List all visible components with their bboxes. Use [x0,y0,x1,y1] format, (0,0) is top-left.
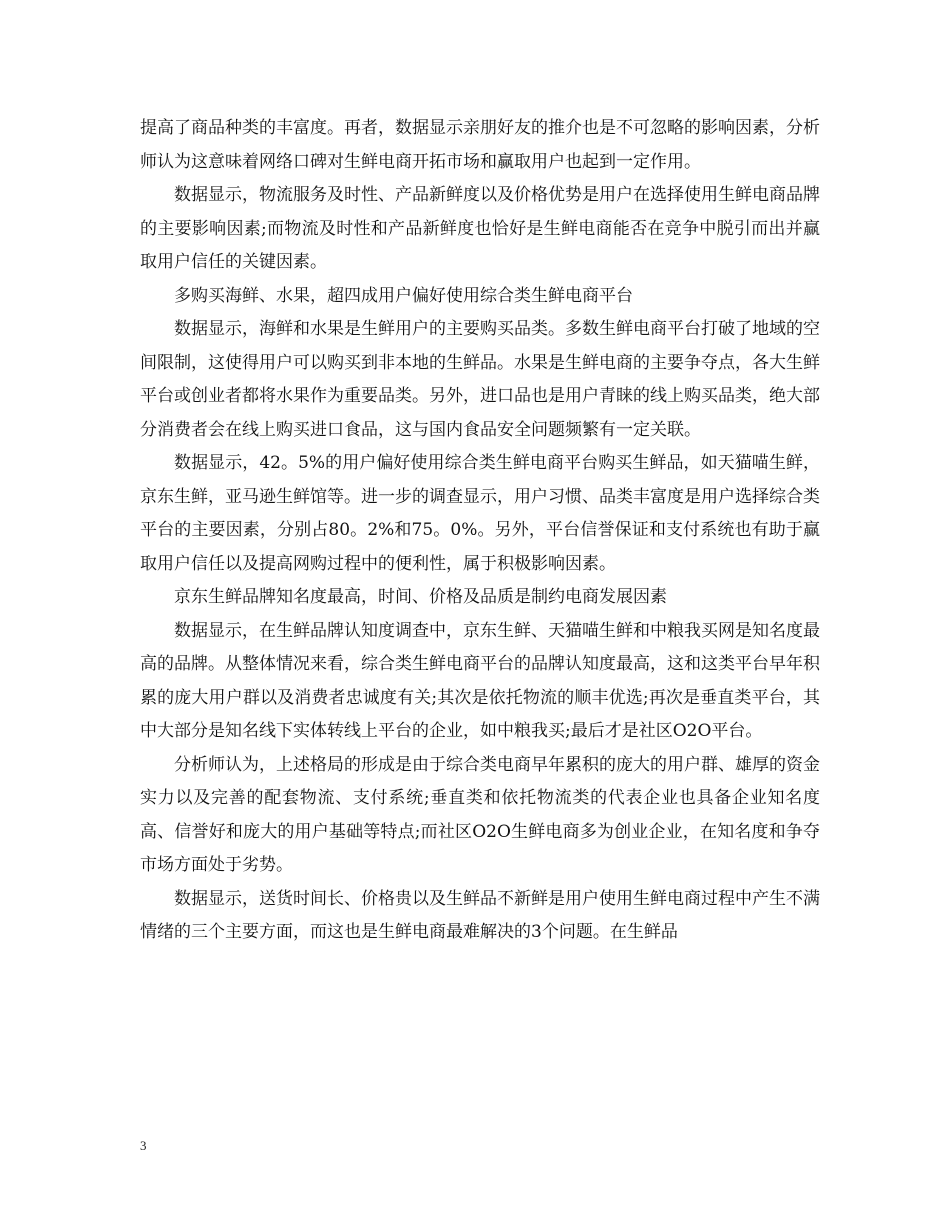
body-text [140,112,820,950]
paragraph-continuation: 提高了商品种类的丰富度。再者，数据显示亲朋好友的推介也是不可忽略的影响因素，分析师认为这意味着网络口碑对生鲜电商开拓市场和赢取用户也起到一定作用。 [140,118,820,172]
paragraph: 数据显示，42。5%的用户偏好使用综合类生鲜电商平台购买生鲜品，如天猫喵生鲜，京东生鲜，亚马逊生鲜馆等。进一步的调查显示，用户习惯、品类丰富度是用户选择综合类平台的主要因素，分别占80。2%和75。0%。另外，平台信誉保证和支付系统也有助于赢取用户信任以及提高网购过程中的便利性，属于积极影响因素。 [140,453,820,574]
paragraph: 数据显示，送货时间长、价格贵以及生鲜品不新鲜是用户使用生鲜电商过程中产生不满情绪的三个主要方面，而这也是生鲜电商最难解决的3个问题。在生鲜品 [140,888,820,942]
paragraph: 数据显示，海鲜和水果是生鲜用户的主要购买品类。多数生鲜电商平台打破了地域的空间限制，这使得用户可以购买到非本地的生鲜品。水果是生鲜电商的主要争夺点，各大生鲜平台或创业者都将水果作为重要品类。另外，进口品也是用户青睐的线上购买品类，绝大部分消费者会在线上购买进口食品，这与国内食品安全问题频繁有一定关联。 [140,319,820,440]
section-heading: 京东生鲜品牌知名度最高，时间、价格及品质是制约电商发展因素 [174,587,667,607]
page-number: 3 [140,1138,147,1153]
section-heading: 多购买海鲜、水果，超四成用户偏好使用综合类生鲜电商平台 [174,285,633,306]
paragraph: 数据显示，在生鲜品牌认知度调查中，京东生鲜、天猫喵生鲜和中粮我买网是知名度最高的品牌。从整体情况来看，综合类生鲜电商平台的品牌认知度最高，这和这类平台早年积累的庞大用户群以及消费者忠诚度有关;其次是依托物流的顺丰优选;再次是垂直类平台，其中大部分是知名线下实体转线上平台的企业，如中粮我买;最后才是社区O2O平台。 [140,620,820,741]
paragraph: 数据显示，物流服务及时性、产品新鲜度以及价格优势是用户在选择使用生鲜电商品牌的主要影响因素;而物流及时性和产品新鲜度也恰好是生鲜电商能否在竞争中脱引而出并赢取用户信任的关键因素。 [140,185,820,272]
paragraph: 分析师认为，上述格局的形成是由于综合类电商早年累积的庞大的用户群、雄厚的资金实力以及完善的配套物流、支付系统;垂直类和依托物流类的代表企业也具备企业知名度高、信誉好和庞大的用户基础等特点;而社区O2O生鲜电商多为创业企业，在知名度和争夺市场方面处于劣势。 [140,754,820,875]
